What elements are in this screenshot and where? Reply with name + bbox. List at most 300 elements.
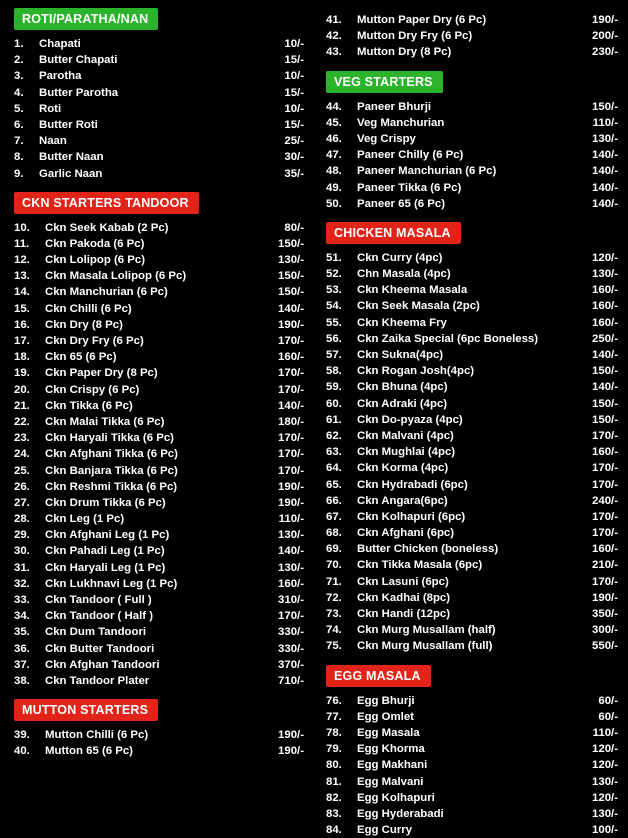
menu-item-row <box>14 68 304 84</box>
menu-item-name: Ckn Murg Musallam (full) <box>357 640 493 653</box>
menu-item-name: Egg Malvani <box>357 775 424 788</box>
menu-item-row <box>14 527 304 543</box>
menu-item-name: Ckn Afghani Tikka (6 Pc) <box>45 448 178 461</box>
menu-item-row <box>14 657 304 673</box>
menu-item-row <box>326 757 618 773</box>
menu-item-name: Egg Masala <box>357 726 420 739</box>
menu-item-name: Egg Curry <box>357 824 413 837</box>
menu-item-price: 150/- <box>592 100 618 113</box>
menu-item-price: 130/- <box>592 807 618 820</box>
menu-item-name: Ckn Hydrabadi (6pc) <box>357 478 468 491</box>
menu-item-number: 17. <box>14 335 30 347</box>
menu-item-number: 31. <box>14 561 30 574</box>
menu-item-number: 52. <box>326 268 342 281</box>
menu-item-row <box>14 743 304 759</box>
menu-item-price: 160/- <box>592 543 618 556</box>
menu-item-number: 39. <box>14 729 30 742</box>
menu-item-row <box>326 250 618 266</box>
menu-item-name: Ckn Butter Tandoori <box>45 642 155 655</box>
menu-item-price: 250/- <box>592 332 618 345</box>
menu-item-name: Butter Naan <box>39 151 104 164</box>
menu-item-price: 60/- <box>598 710 618 723</box>
menu-item-price: 170/- <box>592 575 618 588</box>
menu-item-price: 130/- <box>278 561 304 574</box>
menu-item-number: 41. <box>326 14 342 26</box>
menu-item-number: 24. <box>14 448 30 461</box>
menu-item-name: Mutton 65 (6 Pc) <box>45 745 133 758</box>
menu-item-name: Butter Roti <box>39 118 98 131</box>
menu-item-price: 15/- <box>284 118 304 131</box>
menu-item-price: 120/- <box>592 791 618 804</box>
menu-item-row <box>14 85 304 101</box>
menu-item-number: 30. <box>14 545 30 558</box>
menu-item-row <box>14 592 304 608</box>
menu-item-list <box>14 220 304 689</box>
menu-item-number: 68. <box>326 527 342 540</box>
menu-item-name: Chn Masala (4pc) <box>357 268 451 281</box>
menu-item-price: 10/- <box>284 38 304 50</box>
menu-item-number: 63. <box>326 446 342 459</box>
menu-item-row <box>14 166 304 182</box>
menu-item-price: 170/- <box>278 464 304 477</box>
menu-item-name: Ckn Malai Tikka (6 Pc) <box>45 415 165 428</box>
menu-item-number: 62. <box>326 429 342 442</box>
menu-item-row <box>326 347 618 363</box>
menu-item-price: 190/- <box>278 745 304 758</box>
menu-item-name: Ckn Angara(6pc) <box>357 494 448 507</box>
menu-item-name: Egg Makhani <box>357 759 428 772</box>
menu-item-name: Ckn Lukhnavi Leg (1 Pc) <box>45 577 178 590</box>
menu-item-row <box>14 236 304 252</box>
menu-item-row <box>326 574 618 590</box>
menu-item-row <box>14 560 304 576</box>
menu-item-row <box>326 460 618 476</box>
menu-item-row <box>326 693 618 709</box>
menu-item-number: 51. <box>326 251 342 264</box>
section-header: ROTI/PARATHA/NAN <box>14 8 158 30</box>
menu-item-name: Ckn Kadhai (8pc) <box>357 591 451 604</box>
menu-item-number: 64. <box>326 462 342 475</box>
menu-item-name: Garlic Naan <box>39 167 103 180</box>
menu-item-name: Ckn Afghani (6pc) <box>357 527 455 540</box>
menu-item-row <box>14 446 304 462</box>
menu-item-number: 14. <box>14 286 30 299</box>
menu-item-number: 10. <box>14 221 30 234</box>
menu-item-name: Paneer Manchurian (6 Pc) <box>357 165 497 178</box>
menu-item-number: 81. <box>326 775 342 788</box>
menu-item-name: Ckn Kolhapuri (6pc) <box>357 510 466 523</box>
menu-item-number: 59. <box>326 381 342 394</box>
menu-item-price: 140/- <box>592 381 618 394</box>
menu-item-price: 180/- <box>278 415 304 428</box>
menu-item-price: 170/- <box>592 462 618 475</box>
menu-item-row <box>14 268 304 284</box>
menu-item-name: Ckn Do-pyaza (4pc) <box>357 413 463 426</box>
menu-item-price: 140/- <box>592 349 618 361</box>
menu-item-name: Ckn Haryali Leg (1 Pc) <box>45 561 166 574</box>
menu-item-price: 15/- <box>284 86 304 99</box>
menu-item-price: 130/- <box>592 132 618 145</box>
menu-item-price: 210/- <box>592 559 618 572</box>
menu-item-row <box>14 301 304 317</box>
menu-item-row <box>14 463 304 479</box>
menu-item-name: Egg Hyderabadi <box>357 807 444 820</box>
menu-item-name: Ckn Dum Tandoori <box>45 626 147 639</box>
menu-item-name: Ckn Drum Tikka (6 Pc) <box>45 496 166 509</box>
menu-item-number: 21. <box>14 399 30 412</box>
menu-item-name: Ckn Pakoda (6 Pc) <box>45 237 145 250</box>
menu-item-row <box>326 590 618 606</box>
menu-item-number: 32. <box>14 577 30 590</box>
menu-item-price: 130/- <box>592 268 618 281</box>
menu-item-number: 79. <box>326 743 342 756</box>
menu-item-name: Ckn Lasuni (6pc) <box>357 575 449 588</box>
section-header: VEG STARTERS <box>326 71 443 93</box>
menu-item-row <box>326 115 618 131</box>
menu-item-number: 74. <box>326 624 342 637</box>
menu-item-price: 160/- <box>592 316 618 329</box>
menu-item-price: 170/- <box>278 432 304 445</box>
menu-item-row <box>14 133 304 149</box>
menu-item-row <box>14 284 304 300</box>
menu-item-number: 8. <box>14 151 24 164</box>
menu-item-number: 84. <box>326 824 342 837</box>
menu-item-row <box>14 543 304 559</box>
menu-item-price: 140/- <box>278 545 304 558</box>
menu-item-row <box>326 638 618 654</box>
menu-item-row <box>326 806 618 822</box>
menu-item-row <box>14 149 304 165</box>
menu-item-number: 13. <box>14 270 30 283</box>
menu-item-row <box>14 333 304 349</box>
menu-item-row <box>326 493 618 509</box>
menu-item-row <box>326 509 618 525</box>
menu-item-row <box>14 365 304 381</box>
menu-item-name: Ckn Kheema Fry <box>357 316 447 329</box>
menu-item-price: 170/- <box>592 527 618 540</box>
menu-item-price: 140/- <box>592 149 618 162</box>
menu-item-price: 140/- <box>592 165 618 178</box>
menu-item-row <box>326 477 618 493</box>
menu-item-price: 240/- <box>592 494 618 507</box>
menu-item-number: 50. <box>326 197 342 210</box>
left-column <box>0 0 314 758</box>
menu-item-row <box>14 673 304 689</box>
menu-item-row <box>14 495 304 511</box>
menu-item-number: 61. <box>326 413 342 426</box>
menu-item-number: 1. <box>14 38 24 50</box>
menu-item-row <box>326 282 618 298</box>
menu-item-name: Ckn Rogan Josh(4pc) <box>357 365 475 378</box>
menu-item-name: Ckn Afghani Leg (1 Pc) <box>45 529 170 542</box>
menu-item-row <box>326 790 618 806</box>
menu-item-name: Ckn Bhuna (4pc) <box>357 381 448 394</box>
menu-item-price: 10/- <box>284 102 304 115</box>
menu-item-row <box>14 349 304 365</box>
section-header: EGG MASALA <box>326 665 431 687</box>
menu-item-row <box>14 252 304 268</box>
menu-item-row <box>326 331 618 347</box>
menu-item-row <box>326 379 618 395</box>
menu-item-number: 7. <box>14 135 24 148</box>
menu-item-name: Ckn Paper Dry (8 Pc) <box>45 367 158 380</box>
menu-item-row <box>326 163 618 179</box>
menu-item-name: Naan <box>39 135 67 148</box>
menu-item-list <box>14 36 304 182</box>
menu-item-price: 130/- <box>278 529 304 542</box>
menu-item-number: 73. <box>326 608 342 620</box>
menu-item-name: Ckn Dry (8 Pc) <box>45 318 123 331</box>
menu-item-name: Mutton Dry Fry (6 Pc) <box>357 30 473 43</box>
menu-section <box>326 8 618 61</box>
menu-item-price: 120/- <box>592 251 618 264</box>
menu-item-price: 190/- <box>278 480 304 493</box>
menu-item-number: 82. <box>326 791 342 804</box>
menu-item-row <box>14 576 304 592</box>
menu-item-number: 2. <box>14 54 24 67</box>
menu-item-list <box>326 693 618 838</box>
menu-item-row <box>326 315 618 331</box>
menu-item-row <box>326 298 618 314</box>
menu-item-price: 140/- <box>278 302 304 315</box>
menu-item-number: 49. <box>326 181 342 194</box>
menu-item-row <box>326 44 618 60</box>
menu-section <box>14 8 304 182</box>
menu-item-price: 110/- <box>278 513 304 526</box>
menu-item-name: Egg Khorma <box>357 743 425 756</box>
menu-item-name: Ckn Pahadi Leg (1 Pc) <box>45 545 165 558</box>
menu-item-row <box>326 412 618 428</box>
menu-item-name: Egg Omlet <box>357 710 414 723</box>
menu-item-price: 10/- <box>284 70 304 83</box>
menu-item-price: 150/- <box>278 286 304 299</box>
menu-item-price: 160/- <box>278 577 304 590</box>
menu-item-number: 78. <box>326 726 342 739</box>
menu-item-row <box>14 624 304 640</box>
menu-item-number: 53. <box>326 284 342 297</box>
menu-item-number: 25. <box>14 464 30 477</box>
menu-item-row <box>326 12 618 28</box>
menu-item-number: 6. <box>14 118 24 131</box>
menu-item-price: 15/- <box>284 54 304 67</box>
menu-item-name: Butter Parotha <box>39 86 119 99</box>
menu-item-row <box>14 36 304 52</box>
menu-item-number: 72. <box>326 591 342 604</box>
menu-item-number: 83. <box>326 807 342 820</box>
menu-item-number: 57. <box>326 349 342 361</box>
menu-item-row <box>326 709 618 725</box>
menu-item-number: 36. <box>14 642 30 655</box>
menu-item-number: 28. <box>14 513 30 526</box>
menu-item-row <box>326 28 618 44</box>
menu-item-price: 350/- <box>592 608 618 620</box>
menu-item-price: 110/- <box>592 726 618 739</box>
menu-item-price: 60/- <box>598 694 618 707</box>
menu-item-row <box>14 117 304 133</box>
menu-item-price: 150/- <box>592 365 618 378</box>
menu-item-row <box>14 641 304 657</box>
menu-item-price: 100/- <box>592 824 618 837</box>
menu-item-price: 370/- <box>278 658 304 671</box>
menu-item-number: 16. <box>14 318 30 331</box>
menu-item-name: Ckn Adraki (4pc) <box>357 397 448 410</box>
menu-item-price: 150/- <box>592 413 618 426</box>
menu-item-number: 77. <box>326 710 342 723</box>
right-column <box>314 0 628 837</box>
menu-item-number: 38. <box>14 674 30 687</box>
menu-item-name: Ckn Banjara Tikka (6 Pc) <box>45 464 178 477</box>
menu-item-price: 330/- <box>278 626 304 639</box>
menu-item-row <box>14 479 304 495</box>
menu-item-number: 71. <box>326 575 342 588</box>
menu-item-row <box>326 557 618 573</box>
menu-item-row <box>326 725 618 741</box>
menu-item-row <box>326 622 618 638</box>
menu-item-price: 35/- <box>284 167 304 180</box>
menu-item-row <box>326 606 618 622</box>
menu-item-name: Butter Chicken (boneless) <box>357 543 499 556</box>
menu-item-price: 170/- <box>278 367 304 380</box>
menu-item-number: 48. <box>326 165 342 178</box>
menu-item-name: Ckn Korma (4pc) <box>357 462 449 475</box>
menu-item-number: 26. <box>14 480 30 493</box>
menu-item-price: 170/- <box>592 429 618 442</box>
menu-item-name: Egg Bhurji <box>357 694 415 707</box>
menu-item-number: 3. <box>14 70 24 83</box>
menu-item-price: 150/- <box>278 270 304 283</box>
menu-item-number: 27. <box>14 496 30 509</box>
menu-item-name: Ckn Murg Musallam (half) <box>357 624 496 637</box>
menu-item-number: 60. <box>326 397 342 410</box>
menu-item-price: 310/- <box>278 594 304 606</box>
menu-item-price: 170/- <box>278 335 304 347</box>
menu-item-list <box>326 12 618 61</box>
menu-item-row <box>14 220 304 236</box>
menu-item-price: 190/- <box>278 318 304 331</box>
menu-item-number: 56. <box>326 332 342 345</box>
menu-item-number: 11. <box>14 237 30 250</box>
menu-item-price: 170/- <box>592 510 618 523</box>
menu-item-name: Paneer Chilly (6 Pc) <box>357 149 464 162</box>
menu-item-number: 80. <box>326 759 342 772</box>
menu-item-name: Ckn Malvani (4pc) <box>357 429 454 442</box>
menu-item-name: Mutton Paper Dry (6 Pc) <box>357 14 487 26</box>
menu-item-row <box>326 444 618 460</box>
menu-item-row <box>326 363 618 379</box>
menu-item-row <box>326 741 618 757</box>
menu-item-name: Mutton Dry (8 Pc) <box>357 46 452 59</box>
menu-item-row <box>14 101 304 117</box>
menu-item-price: 300/- <box>592 624 618 637</box>
section-header: CHICKEN MASALA <box>326 222 461 244</box>
menu-item-price: 160/- <box>592 284 618 297</box>
menu-item-name: Chapati <box>39 38 81 50</box>
menu-item-price: 190/- <box>592 591 618 604</box>
menu-item-number: 76. <box>326 694 342 707</box>
menu-item-price: 130/- <box>278 254 304 267</box>
menu-item-number: 55. <box>326 316 342 329</box>
menu-item-price: 150/- <box>278 237 304 250</box>
menu-item-number: 54. <box>326 300 342 313</box>
menu-item-name: Ckn Afghan Tandoori <box>45 658 160 671</box>
menu-item-name: Ckn Tandoor Plater <box>45 674 150 687</box>
menu-item-number: 70. <box>326 559 342 572</box>
menu-item-name: Paneer 65 (6 Pc) <box>357 197 446 210</box>
menu-item-price: 160/- <box>592 446 618 459</box>
menu-item-number: 65. <box>326 478 342 491</box>
menu-item-number: 29. <box>14 529 30 542</box>
menu-item-number: 46. <box>326 132 342 145</box>
menu-item-number: 58. <box>326 365 342 378</box>
menu-item-name: Ckn Dry Fry (6 Pc) <box>45 335 144 347</box>
section-header: MUTTON STARTERS <box>14 699 158 721</box>
menu-item-price: 120/- <box>592 759 618 772</box>
section-header: CKN STARTERS TANDOOR <box>14 192 199 214</box>
menu-item-price: 30/- <box>284 151 304 164</box>
menu-item-name: Ckn Tandoor ( Full ) <box>45 594 152 606</box>
menu-item-number: 22. <box>14 415 30 428</box>
menu-item-price: 710/- <box>278 674 304 687</box>
menu-item-name: Ckn Haryali Tikka (6 Pc) <box>45 432 174 445</box>
menu-item-number: 23. <box>14 432 30 445</box>
menu-item-number: 12. <box>14 254 30 267</box>
menu-section <box>326 212 618 655</box>
menu-item-number: 34. <box>14 610 30 623</box>
menu-item-price: 230/- <box>592 46 618 59</box>
menu-item-name: Butter Chapati <box>39 54 118 67</box>
menu-item-price: 200/- <box>592 30 618 43</box>
menu-item-row <box>326 266 618 282</box>
menu-item-number: 37. <box>14 658 30 671</box>
menu-item-number: 19. <box>14 367 30 380</box>
menu-item-price: 140/- <box>278 399 304 412</box>
menu-item-number: 75. <box>326 640 342 653</box>
menu-item-price: 130/- <box>592 775 618 788</box>
menu-item-name: Ckn Tandoor ( Half ) <box>45 610 153 623</box>
menu-item-price: 190/- <box>592 14 618 26</box>
menu-item-price: 80/- <box>284 221 304 234</box>
menu-item-price: 190/- <box>278 496 304 509</box>
menu-item-row <box>14 414 304 430</box>
menu-item-row <box>326 99 618 115</box>
menu-item-price: 25/- <box>284 135 304 148</box>
menu-item-number: 4. <box>14 86 24 99</box>
menu-item-name: Mutton Chilli (6 Pc) <box>45 729 149 742</box>
menu-item-row <box>326 180 618 196</box>
menu-item-name: Paneer Bhurji <box>357 100 432 113</box>
menu-item-name: Ckn Tikka (6 Pc) <box>45 399 133 412</box>
menu-item-price: 140/- <box>592 197 618 210</box>
menu-item-name: Ckn Lolipop (6 Pc) <box>45 254 145 267</box>
menu-item-row <box>326 774 618 790</box>
menu-item-row <box>14 430 304 446</box>
menu-item-row <box>14 511 304 527</box>
menu-item-price: 120/- <box>592 743 618 756</box>
menu-item-row <box>14 382 304 398</box>
menu-item-name: Veg Manchurian <box>357 116 445 129</box>
menu-item-price: 170/- <box>592 478 618 491</box>
menu-item-number: 40. <box>14 745 30 758</box>
menu-item-row <box>14 608 304 624</box>
menu-item-number: 42. <box>326 30 342 43</box>
menu-item-price: 190/- <box>278 729 304 742</box>
menu-item-price: 550/- <box>592 640 618 653</box>
menu-item-name: Ckn Handi (12pc) <box>357 608 451 620</box>
menu-item-number: 20. <box>14 383 30 396</box>
menu-item-name: Ckn Seek Masala (2pc) <box>357 300 480 313</box>
menu-item-number: 67. <box>326 510 342 523</box>
menu-item-price: 110/- <box>592 116 618 129</box>
